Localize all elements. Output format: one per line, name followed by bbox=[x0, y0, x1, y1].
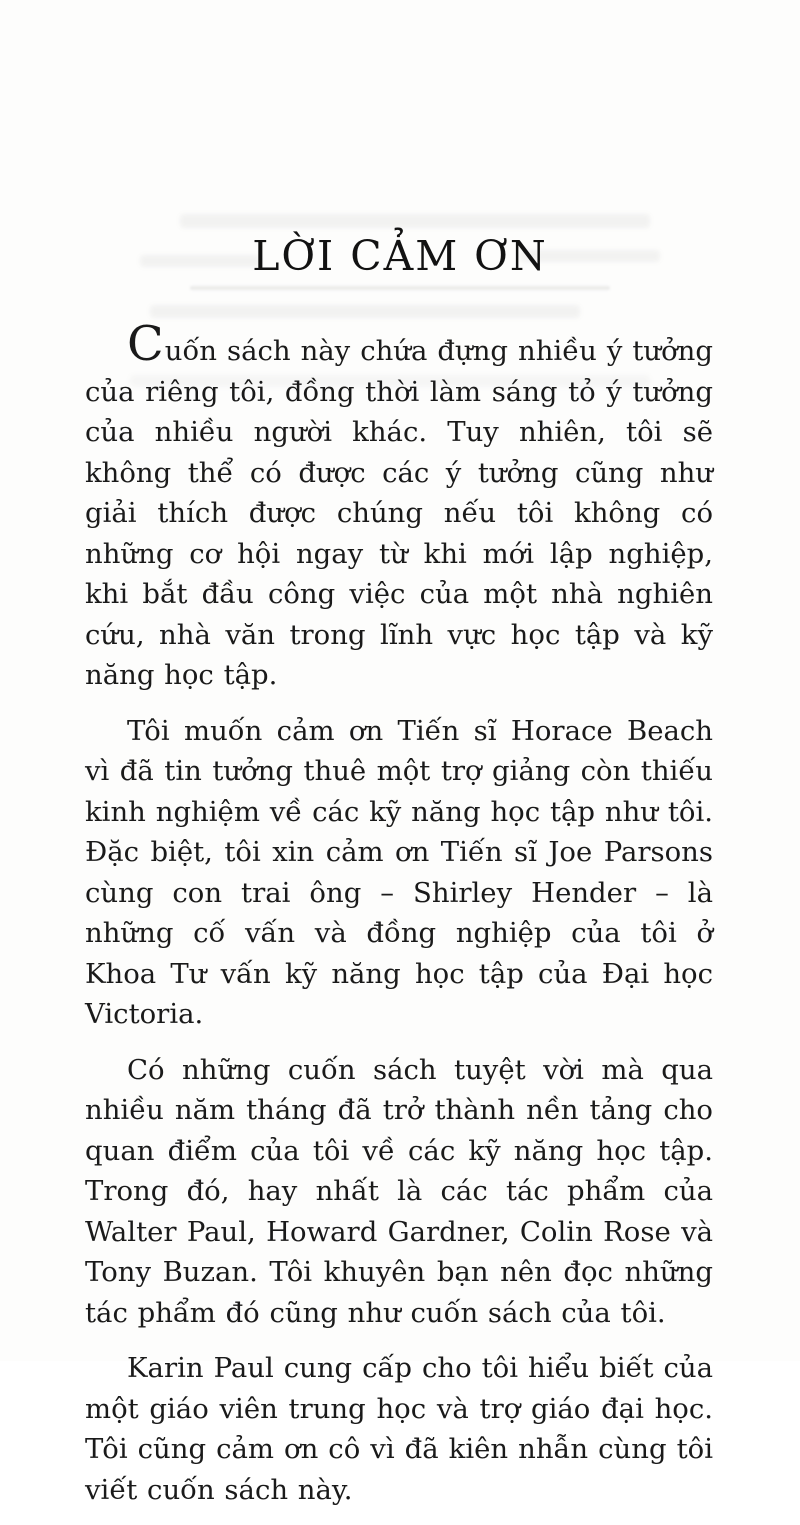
paragraph: Cuốn sách này chứa đựng nhiều ý tưởng của riêng tôi, đồng thời làm sáng tỏ ý tưởng của nhiều người khác. Tuy nhiên, tôi sẽ không thể có được các ý tưởng cũng như giải thích được chúng nếu tôi không có những cơ hội ngay từ khi mới lập nghiệp, khi bắt đầu công việc của một nhà nghiên cứu, nhà văn trong lĩnh vực học tập và kỹ năng học tập. bbox=[85, 316, 713, 691]
body-text bbox=[85, 316, 713, 1525]
chapter-title: LỜI CẢM ƠN bbox=[252, 232, 548, 280]
paragraph: Có những cuốn sách tuyệt vời mà qua nhiều năm tháng đã trở thành nền tảng cho quan điểm của tôi về các kỹ năng học tập. Trong đó, hay nhất là các tác phẩm của Walter Paul, Howard Gardner, Colin Rose và Tony Buzan. Tôi khuyên bạn nên đọc những tác phẩm đó cũng như cuốn sách của tôi. bbox=[85, 1053, 713, 1329]
bleed-through-smudge bbox=[150, 305, 580, 318]
bleed-through-rule bbox=[190, 286, 610, 290]
bleed-through-smudge bbox=[180, 214, 650, 228]
paragraph: Karin Paul cung cấp cho tôi hiểu biết của một giáo viên trung học và trợ giáo đại học. Tôi cũng cảm ơn cô vì đã kiên nhẫn cùng tôi viết cuốn sách này. bbox=[85, 1352, 713, 1506]
paragraph: Tôi muốn cảm ơn Tiến sĩ Horace Beach vì đã tin tưởng thuê một trợ giảng còn thiếu kinh nghiệm về các kỹ năng học tập như tôi. Đặc biệt, tôi xin cảm ơn Tiến sĩ Joe Parsons cùng con trai ông – Shirley Hender – là những cố vấn và đồng nghiệp của tôi ở Khoa Tư vấn kỹ năng học tập của Đại học Victoria. bbox=[85, 714, 713, 1030]
